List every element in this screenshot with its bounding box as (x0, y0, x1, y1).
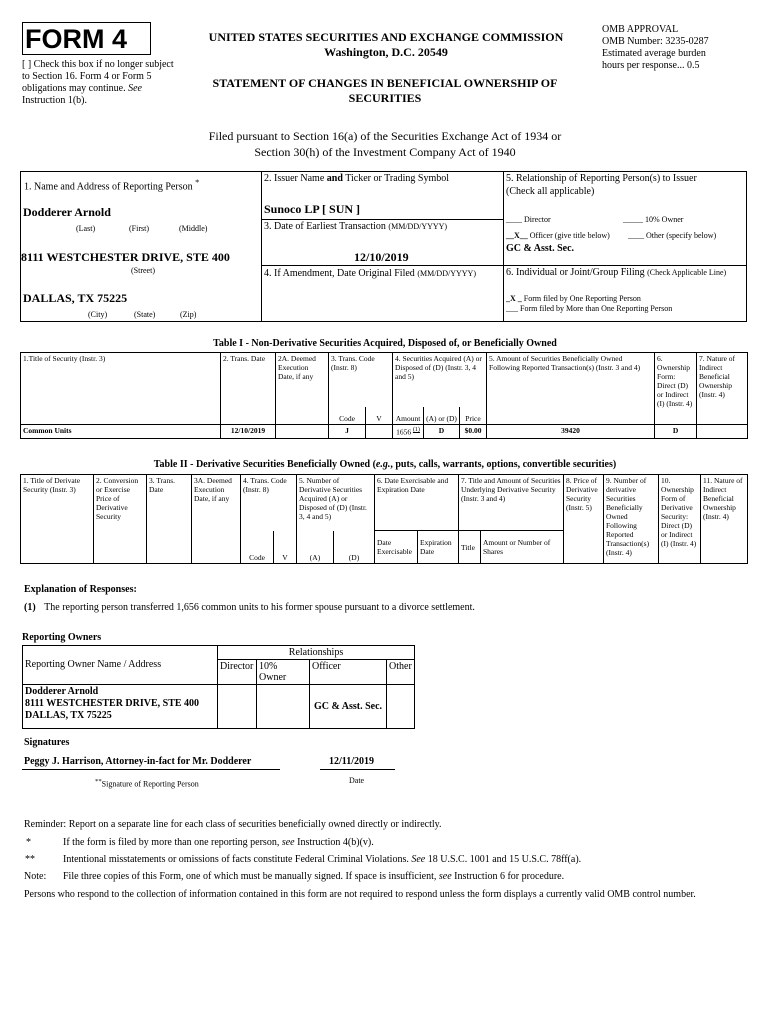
t2-h-sub-title: Title (459, 531, 481, 564)
filing-one (506, 294, 641, 304)
t1-r-price: $0.00 (460, 425, 487, 439)
table2 (20, 474, 748, 564)
t1-r-amount: 1656 (396, 427, 412, 437)
t2-h-date-ex: Date Exercisable (375, 531, 418, 564)
omb-box (602, 24, 762, 72)
amendment-label-text: 4. If Amendment, Date Original Filed (264, 268, 415, 279)
reporting-owners-label: Reporting Owners (22, 632, 102, 643)
note-2-pre: Intentional misstatements or omissions of facts constitute Federal Criminal Violations. (63, 854, 409, 865)
issuer-value: Sunoco LP [ SUN ] (264, 202, 361, 216)
earliest-date-label (264, 221, 447, 233)
note-2-see: See (411, 854, 426, 865)
filed-line-2: Section 30(h) of the Investment Company Act of 1940 (254, 145, 516, 159)
t2-h-expiration: Expiration Date (418, 531, 459, 564)
t1-h-deemed: 2A. Deemed Execution Date, if any (276, 353, 329, 425)
state-label: (State) (134, 310, 156, 319)
t1-r-amount-cell (393, 425, 424, 439)
sec-city: Washington, D.C. 20549 (324, 45, 448, 59)
ro-r-ten-pct (257, 685, 310, 729)
note-3 (63, 871, 564, 883)
filing-label (506, 267, 726, 279)
signatures-label: Signatures (24, 737, 70, 748)
signature-date: 12/11/2019 (329, 756, 375, 767)
table1 (20, 352, 748, 439)
t1-r-aord: D (424, 425, 460, 439)
note-1-pre: If the form is filed by more than one reporting person, (63, 837, 280, 848)
t1-h-owned: 5. Amount of Securities Beneficially Owned Following Reported Transaction(s) (Instr. 3 and 4) (487, 353, 655, 425)
t1-r-form: D (655, 425, 697, 439)
relationship-label: 5. Relationship of Reporting Person(s) to Issuer (506, 173, 697, 184)
t2-h-v: V (274, 531, 297, 564)
table2-title (20, 459, 750, 471)
table2-title-pre: Table II - Derivative Securities Beneficially Owned ( (153, 459, 376, 470)
reporting-person-label (24, 177, 199, 193)
note-1-see: see (281, 837, 295, 848)
filing-label-text: 6. Individual or Joint/Group Filing (506, 267, 645, 278)
officer-text: Officer (give title below) (529, 231, 610, 240)
filed-line-1: Filed pursuant to Section 16(a) of the Securities Exchange Act of 1934 or (208, 129, 562, 143)
check-box-text-body: [ ] Check this box if no longer subject to Section 16. Form 4 or Form 5 obligations may continue. (22, 59, 174, 94)
ro-r-name: Dodderer Arnold (25, 686, 99, 697)
note-3-pre: File three copies of this Form, one of which must be manually signed. If space is insufficient, (63, 871, 437, 882)
table2-title-post: , puts, calls, warrants, options, convertible securities) (390, 459, 617, 470)
t1-r-title: Common Units (21, 425, 221, 439)
city-value: DALLAS, TX 75225 (23, 291, 128, 305)
earliest-date-format: (MM/DD/YYYY) (388, 222, 448, 231)
t1-h-acquired: 4. Securities Acquired (A) or Disposed of (D) (Instr. 3, 4 and 5) (393, 353, 487, 407)
issuer-label-post: Ticker or Trading Symbol (345, 173, 450, 184)
table2-title-eg: e.g. (375, 459, 391, 470)
note-2 (63, 854, 581, 866)
t1-h-code-sub: Code (329, 407, 366, 425)
issuer-label-and: and (326, 173, 343, 184)
ten-pct-line: _____ 10% Owner (623, 215, 684, 224)
t2-h-nature: 11. Nature of Indirect Beneficial Ownership (Instr. 4) (701, 475, 748, 564)
t1-h-title: 1.Title of Security (Instr. 3) (21, 353, 221, 425)
check-box-text (22, 59, 174, 107)
date-caption: Date (349, 776, 365, 785)
t1-h-code: 3. Trans. Code (Instr. 8) (329, 353, 393, 407)
table1-title: Table I - Non-Derivative Securities Acquired, Disposed of, or Beneficially Owned (213, 338, 557, 349)
see-word: See (128, 83, 142, 94)
t2-h-number: 5. Number of Derivative Securities Acquired (A) or Disposed of (D) (Instr. 3, 4 and 5) (297, 475, 375, 531)
last-label: (Last) (76, 224, 96, 233)
t1-h-nature: 7. Nature of Indirect Beneficial Ownership (Instr. 4) (697, 353, 748, 425)
t1-r-v (366, 425, 393, 439)
t1-r-owned: 39420 (487, 425, 655, 439)
statement-title: STATEMENT OF CHANGES IN BENEFICIAL OWNERSHIP OF SECURITIES (212, 76, 558, 105)
explanation-label: Explanation of Responses: (24, 584, 137, 595)
signer-name: Peggy J. Harrison, Attorney-in-fact for Mr. Dodderer (24, 756, 252, 767)
t1-h-form: 6. Ownership Form: Direct (D) or Indirect (I) (Instr. 4) (655, 353, 697, 425)
asterisk: * (195, 178, 200, 187)
t2-h-conversion: 2. Conversion or Exercise Price of Derivative Security (94, 475, 147, 564)
reporting-person-name: Dodderer Arnold (23, 205, 111, 219)
note-1 (63, 837, 374, 849)
earliest-date-value: 12/10/2019 (354, 250, 409, 264)
ro-h-name: Reporting Owner Name / Address (23, 646, 218, 685)
t2-h-price: 8. Price of Derivative Security (Instr. 5) (564, 475, 604, 564)
officer-mark: __X__ (506, 231, 528, 240)
ro-r-director (218, 685, 257, 729)
sec-name: UNITED STATES SECURITIES AND EXCHANGE COMMISSION (208, 30, 564, 44)
signature-caption (95, 777, 199, 790)
persons-notice: Persons who respond to the collection of information contained in this form are not required to respond unless the form displays a currently valid OMB control number. (24, 889, 696, 900)
t1-r-nature (697, 425, 748, 439)
ro-r-street: 8111 WESTCHESTER DRIVE, STE 400 (25, 698, 200, 709)
t2-h-form: 10. Ownership Form of Derivative Security: Direct (D) or Indirect (I) (Instr. 4) (659, 475, 701, 564)
reporting-person-label-text: 1. Name and Address of Reporting Person (24, 181, 193, 193)
signature-caption-text: Signature of Reporting Person (101, 779, 199, 789)
reporting-owners-table (22, 645, 415, 729)
ro-h-ten-pct: 10% Owner (257, 660, 310, 685)
ro-h-other: Other (387, 660, 415, 685)
t2-h-code: 4. Trans. Code (Instr. 8) (241, 475, 297, 531)
t1-h-amount: Amount (393, 407, 424, 425)
officer-title: GC & Asst. Sec. (506, 243, 575, 254)
middle-label: (Middle) (179, 224, 208, 233)
t2-h-deemed: 3A. Deemed Execution Date, if any (192, 475, 241, 564)
director-line: ____ Director (506, 215, 551, 224)
filing-more: ___ Form filed by More than One Reporting Person (506, 304, 673, 313)
first-label: (First) (129, 224, 149, 233)
other-line: ____ Other (specify below) (628, 231, 717, 240)
ro-r-officer: GC & Asst. Sec. (310, 685, 387, 729)
filing-one-text: Form filed by One Reporting Person (523, 294, 641, 303)
city-label: (City) (88, 310, 108, 319)
relationship-check: (Check all applicable) (506, 186, 595, 197)
note-1-post: Instruction 4(b)(v). (297, 837, 374, 848)
t2-h-underlying: 7. Title and Amount of Securities Underlying Derivative Security (Instr. 3 and 4) (459, 475, 564, 531)
t2-h-exercisable: 6. Date Exercisable and Expiration Date (375, 475, 459, 531)
ro-h-officer: Officer (310, 660, 387, 685)
t1-h-date: 2. Trans. Date (221, 353, 276, 425)
ro-r-name-address (23, 685, 218, 729)
t2-h-d: (D) (334, 531, 375, 564)
street-label: (Street) (131, 266, 155, 275)
t2-h-a: (A) (297, 531, 334, 564)
zip-label: (Zip) (180, 310, 197, 319)
omb-number: OMB Number: 3235-0287 (602, 36, 709, 47)
signature-caption-mark: ** (95, 778, 102, 785)
issuer-label (264, 173, 449, 185)
table-row (21, 425, 748, 439)
t2-h-title: 1. Title of Derivate Security (Instr. 3) (21, 475, 94, 564)
ro-h-relationships: Relationships (218, 646, 415, 660)
footnote-id: (1) (24, 602, 36, 613)
t2-h-code-sub: Code (241, 531, 274, 564)
footnote-1 (24, 602, 475, 614)
reminder: Reminder: Report on a separate line for each class of securities beneficially owned directly or indirectly. (24, 819, 442, 830)
t1-r-deemed (276, 425, 329, 439)
note-3-see: see (438, 871, 452, 882)
amendment-format: (MM/DD/YYYY) (417, 269, 476, 278)
table-row (23, 685, 415, 729)
t2-h-amount-shares: Amount or Number of Shares (481, 531, 564, 564)
ro-r-city: DALLAS, TX 75225 (25, 710, 112, 721)
t1-h-aord: (A) or (D) (424, 407, 460, 425)
filing-check: (Check Applicable Line) (647, 268, 727, 277)
t1-r-footnote[interactable]: (1) (412, 427, 420, 433)
t1-h-price: Price (460, 407, 487, 425)
officer-line (506, 231, 610, 241)
note-3-post: Instruction 6 for procedure. (454, 871, 565, 882)
t1-h-v: V (366, 407, 393, 425)
t2-h-owned: 9. Number of derivative Securities Beneficially Owned Following Reported Transaction(s) (Instr. 4) (604, 475, 659, 564)
t1-r-date: 12/10/2019 (221, 425, 276, 439)
issuer-label-pre: 2. Issuer Name (264, 173, 325, 184)
note-3-mark: Note: (24, 871, 47, 882)
t2-h-date: 3. Trans. Date (147, 475, 192, 564)
note-2-mark: ** (25, 854, 35, 865)
omb-approval: OMB APPROVAL (602, 24, 679, 35)
footnote-text: The reporting person transferred 1,656 common units to his former spouse pursuant to a divorce settlement. (44, 602, 475, 613)
instruction-ref: Instruction 1(b). (22, 95, 87, 106)
omb-burden-1: Estimated average burden (602, 48, 706, 59)
amendment-label (264, 268, 476, 280)
earliest-date-label-text: 3. Date of Earliest Transaction (264, 221, 386, 232)
ro-h-director: Director (218, 660, 257, 685)
street-value: 8111 WESTCHESTER DRIVE, STE 400 (21, 250, 230, 264)
t1-r-code: J (329, 425, 366, 439)
omb-burden-2: hours per response... 0.5 (602, 60, 700, 71)
filing-one-mark: _X _ (506, 294, 522, 303)
ro-r-other (387, 685, 415, 729)
form-title: FORM 4 (25, 24, 128, 54)
note-2-post: 18 U.S.C. 1001 and 15 U.S.C. 78ff(a). (427, 854, 582, 865)
note-1-mark: * (26, 837, 31, 848)
